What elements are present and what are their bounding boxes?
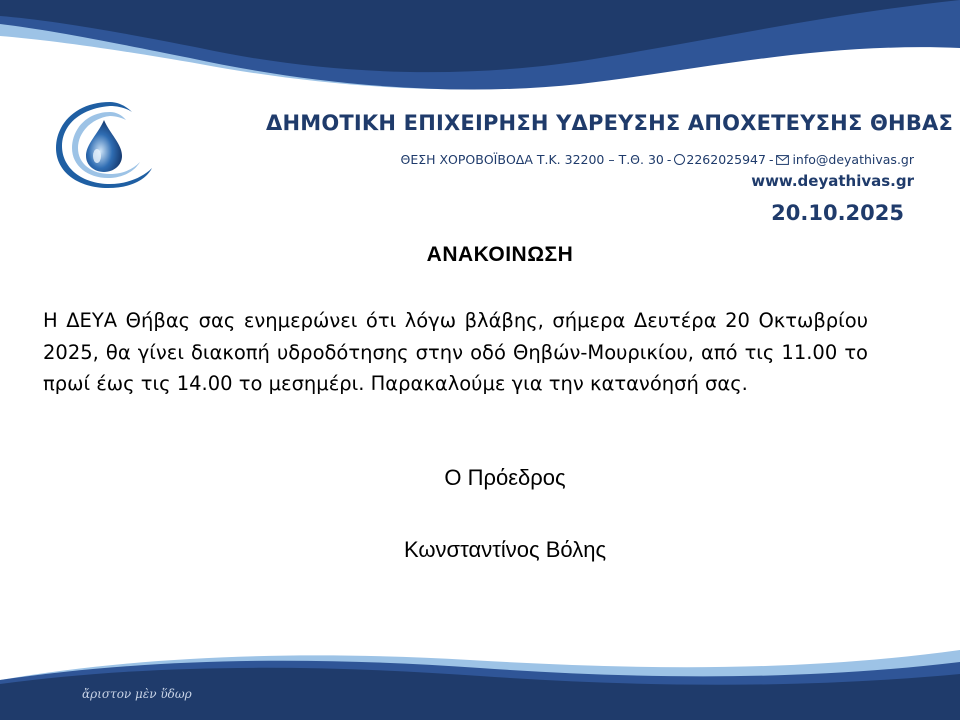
signer-role: Ο Πρόεδρος bbox=[444, 465, 566, 490]
signer-name: Κωνσταντίνος Βόλης bbox=[403, 537, 607, 562]
website-url: www.deyathivas.gr bbox=[751, 172, 914, 190]
notice-heading: ΑΝΑΚΟΙΝΩΣΗ bbox=[426, 243, 574, 266]
address-text: ΘΕΣΗ ΧΟΡΟΒΟΪΒΟΔΑ Τ.Κ. 32200 – Τ.Θ. 30 bbox=[400, 152, 664, 167]
phone-text: 2262025947 bbox=[686, 152, 766, 167]
mail-icon bbox=[776, 155, 789, 165]
bottom-wave-banner bbox=[0, 650, 960, 720]
notice-date: 20.10.2025 bbox=[771, 201, 904, 225]
notice-body: Η ΔΕΥΑ Θήβας σας ενημερώνει ότι λόγω βλάβης, σήμερα Δευτέρα 20 Οκτωβρίου 2025, θα γίνει διακοπή υδροδότησης στην οδό Θηβών-Μουρικίου, από τις 11.00 το πρωί έως τις 14.00 το μεσημέρι. Παρακαλούμε για την κατανόησή σας. bbox=[43, 309, 868, 395]
water-drop-logo bbox=[52, 98, 156, 190]
phone-icon bbox=[674, 154, 685, 165]
organization-contact-line: ΘΕΣΗ ΧΟΡΟΒΟΪΒΟΔΑ Τ.Κ. 32200 – Τ.Θ. 30 - 2262025947 - info@deyathivas.gr bbox=[400, 152, 914, 167]
organization-title: ΔΗΜΟΤΙΚΗ ΕΠΙΧΕΙΡΗΣΗ ΥΔΡΕΥΣΗΣ ΑΠΟΧΕΤΕΥΣΗΣ ΘΗΒΑΣ bbox=[266, 111, 954, 135]
top-wave-banner bbox=[0, 0, 960, 95]
footer-motto: ἄριστον μὲν ὕδωρ bbox=[82, 687, 192, 701]
email-text: info@deyathivas.gr bbox=[792, 152, 914, 167]
